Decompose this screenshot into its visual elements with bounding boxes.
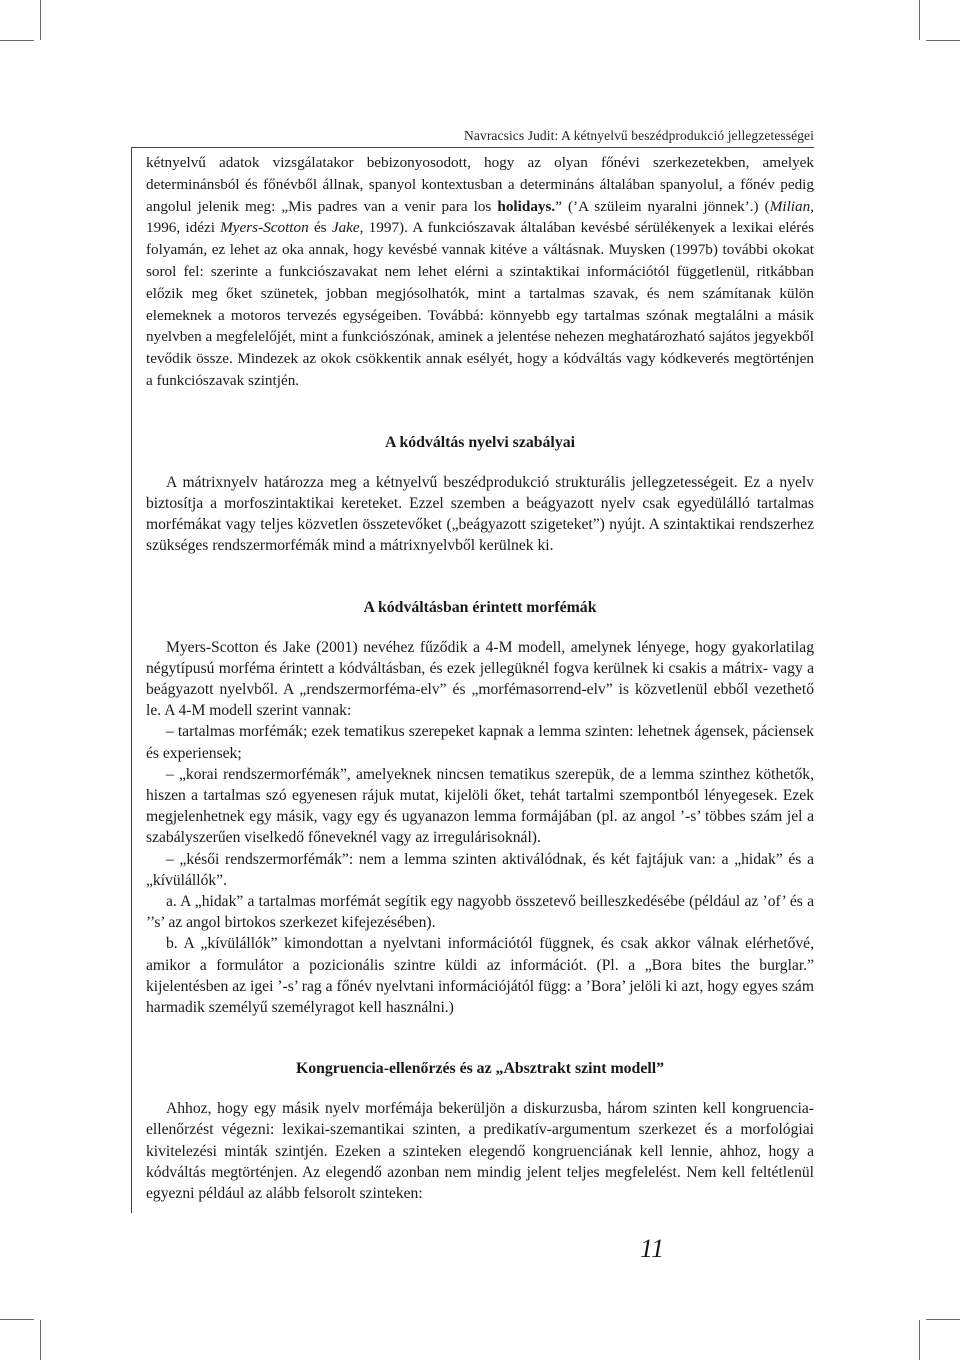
para1-bold-word: holidays. (497, 197, 556, 215)
heading-kongruencia: Kongruencia-ellenőrzés és az „Absztrakt szint modell” (295, 1060, 665, 1078)
header-rule (131, 147, 814, 148)
list-item-korai: – „korai rendszermorfémák”, amelyeknek nincsen tematikus szerepük, de a lemma szinthez köthetők, hiszen a tartalmas szó egyenesen rájuk mutat, kijelöli őket, tehát tartalmi szempontból lényegesek. Ezek megjelenhetnek egy másik, vagy egy és ugyanazon lemma formájában (pl. az angol ’-s’ többes szám jel a szabályszerűen viselkedő főneveknél vagy az irregulárisoknál). (146, 765, 814, 847)
list-item-tartalmas: – tartalmas morfémák; ezek tematikus szerepeket kapnak a lemma szinten: lehetnek ágensek, páciensek és experiensek; (146, 723, 814, 762)
para1-text-b: ” (’A szüleim nyaralni jönnek’.) ( (555, 197, 770, 215)
para1-text-d: és (308, 219, 332, 237)
para1-text-c: , 1996, idézi (146, 197, 814, 237)
paragraph-section3: Ahhoz, hogy egy másik nyelv morfémája bekerüljön a diskurzusba, három szinten kell kongruencia-ellenőrzést végezni: lexikai-szemantikai szinten, a predikatív-argumentum szerkezet és a morfológiai kivitelezési minták szintjén. Ezeken a szinteken elegendő kongruenciának kell lennie, ahhoz, hogy a kódváltás megtörténjen. Az elegendő azonban nem mindig jelent teljes megfelelést. Nem kell feltétlenül egyezni például az alább felsorolt szinteken: (146, 1100, 814, 1203)
paragraph-section1: A mátrixnyelv határozza meg a kétnyelvű beszédprodukció strukturális jellegzetességeit. Ez a nyelv biztosítja a morfoszintaktikai kereteket. Ezzel szemben a beágyazott nyelv csak egyedülálló tartalmas morfémákat vagy teljes közvetlen összetevőket („beágyazott szigeteket”) nyújt. A szintaktikai rendszerhez szükséges rendszermorfémák mind a mátrixnyelvből kerülnek ki. (146, 473, 814, 555)
paragraph-section2-intro: Myers-Scotton és Jake (2001) nevéhez fűződik a 4-M modell, amelynek lényege, hogy gyakorlatilag négytípusú morféma érintett a kódváltásban, és ezek jellegüknél fogva kerülnek ki csakis a mátrix- vagy a beágyazott nyelvből. A „rendszermorféma-elv” és „morfémasorrend-elv” is közvetlenül ebből vezethető le. A 4-M modell szerint vannak: (146, 638, 814, 720)
crop-mark-top-right-v (919, 0, 920, 40)
heading-kodvaltas-nyelvi-szabalyai: A kódváltás nyelvi szabályai (384, 433, 576, 451)
citation-jake: Jake (331, 219, 360, 237)
left-margin-rule (131, 147, 132, 1213)
citation-milian: Milian (769, 197, 811, 215)
para1-text-a: kétnyelvű adatok vizsgálatakor bebizonyosodott, hogy az olyan főnévi szerkezetekben, amelyek determinánsból és főnévből állnak, spanyol kontextusban a determináns általában spanyolul, a főnév pedig angolul jelenik meg: „Mis padres van a venir para los (146, 154, 814, 215)
paragraph-intro (146, 152, 814, 392)
heading-erintett-morfemak: A kódváltásban érintett morfémák (363, 598, 597, 616)
para1-text-e: , 1997). A funkciószavak általában kevésbé sérülékenyek a lexikai elérés folyamán, ez lehet az oka annak, hogy kevésbé vannak kitéve a váltásnak. Muysken (1997b) további okokat sorol fel: szerinte a funkciószavakat nem lehet elérni a szintaktikai információtól függetlenül, ritkábban előzik meg őket szünetek, jobban megjósolhatók, mint a tartalmas szavak, és nem számítanak külön elemeknek a motoros tervezés egységeiben. Továbbá: könnyebb egy tartalmas szónak megtalálni a másik nyelvben a megfelelőjét, mint a funkciószónak, aminek a jelentése nehezen meghatározható sajátos jegyekből tevődik össze. Mindezek az okok csökkentik annak esélyét, hogy a kódváltás vagy kódkeverés megtörténjen a funkciószavak szintjén. (146, 219, 815, 389)
page-number: 11 (640, 1234, 665, 1263)
crop-mark-top-left-h (0, 40, 34, 41)
crop-mark-bottom-right-v (919, 1320, 920, 1360)
crop-mark-bottom-left-v (40, 1320, 41, 1360)
citation-myers-scotton: Myers-Scotton (220, 219, 309, 237)
crop-mark-top-left-v (40, 0, 41, 40)
running-head: Navracsics Judit: A kétnyelvű beszédprodukció jellegzetességei (464, 128, 814, 143)
crop-mark-bottom-left-h (0, 1319, 34, 1320)
list-item-kesoi: – „késői rendszermorfémák”: nem a lemma szinten aktiválódnak, és két fajtájuk van: a „hidak” és a „kívülállók”. (146, 850, 814, 889)
list-item-hidak: a. A „hidak” a tartalmas morfémát segítik egy nagyobb összetevő beilleszkedésébe (például az ’of’ és a ’’s’ az angol birtokos szerkezet kifejezésében). (146, 893, 814, 932)
crop-mark-top-right-h (926, 40, 960, 41)
crop-mark-bottom-right-h (926, 1319, 960, 1320)
page-content (146, 152, 814, 1204)
list-item-kivulallok: b. A „kívülállók” kimondottan a nyelvtani információtól függnek, és csak akkor válnak elérhetővé, amikor a formulátor a pozicionális szintre küldi az információt. (Pl. a „Bora bites the burglar.” kijelentésben az igei ’-s’ rag a főnév nyelvtani információjától függ: a ’Bora’ jelöli ki azt, hogy egyes szám harmadik személyű személyragot kell használni.) (146, 935, 814, 1017)
